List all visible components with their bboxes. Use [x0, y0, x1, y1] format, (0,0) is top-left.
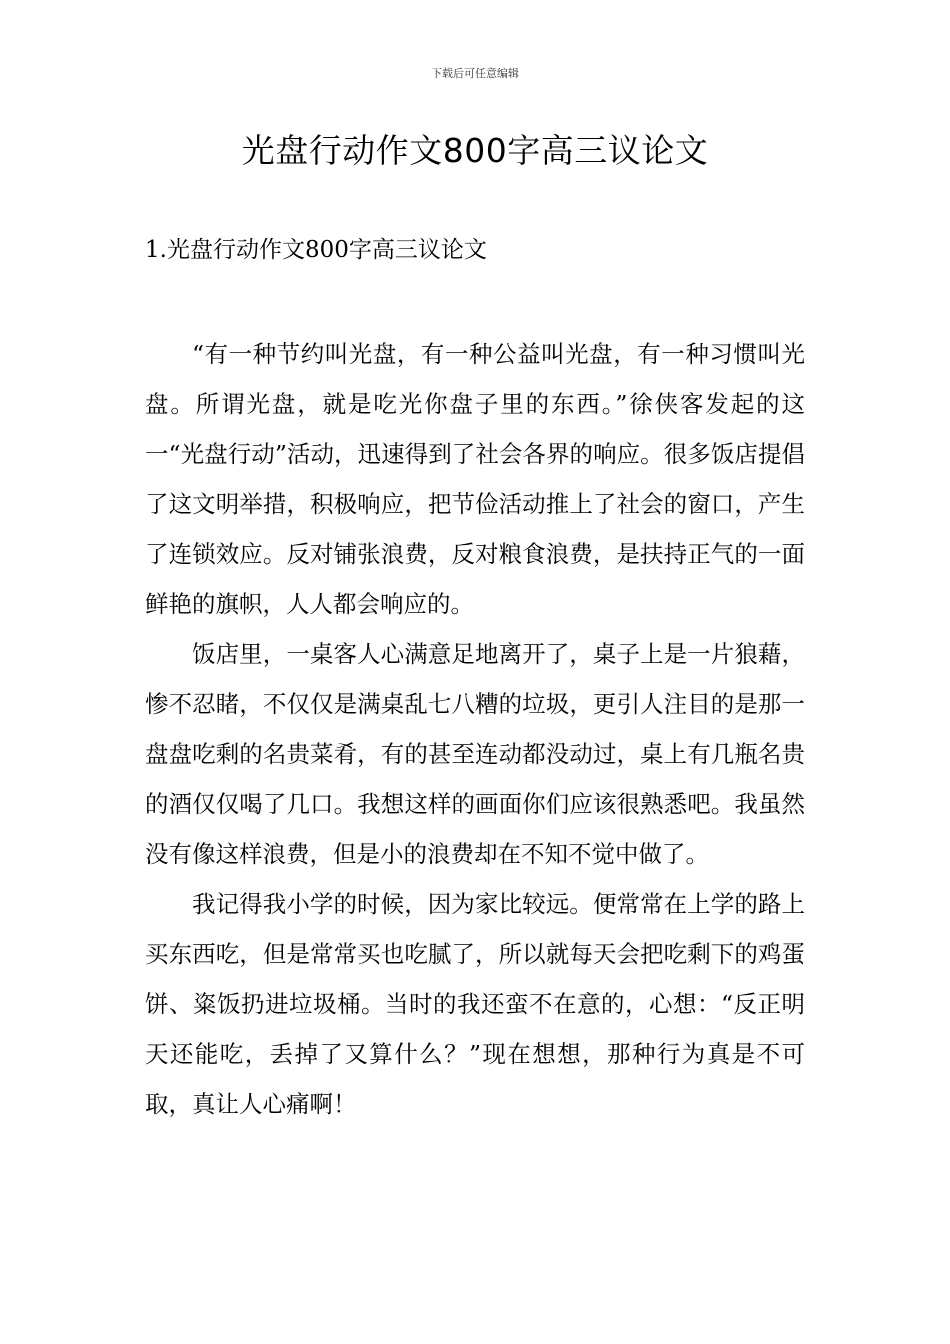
section-heading: 1.光盘行动作文800字高三议论文 — [145, 237, 487, 263]
header-note: 下载后可任意编辑 — [431, 67, 519, 80]
page-title: 光盘行动作文800字高三议论文 — [241, 131, 709, 170]
paragraph: 饭店里，一桌客人心满意足地离开了，桌子上是一片狼藉，惨不忍睹，不仅仅是满桌乱七八糟的垃圾，更引人注目的是那一盘盘吃剩的名贵菜肴，有的甚至连动都没动过，桌上有几瓶名贵的酒仅仅喝了几口。我想这样的画面你们应该很熟悉吧。我虽然没有像这样浪费，但是小的浪费却在不知不觉中做了。 — [145, 640, 805, 868]
paragraph: “有一种节约叫光盘，有一种公益叫光盘，有一种习惯叫光盘。所谓光盘，就是吃光你盘子里的东西。”徐侠客发起的这一“光盘行动”活动，迅速得到了社会各界的响应。很多饭店提倡了这文明举措，积极响应，把节俭活动推上了社会的窗口，产生了连锁效应。反对铺张浪费，反对粮食浪费，是扶持正气的一面鲜艳的旗帜，人人都会响应的。 — [145, 340, 805, 618]
essay-body — [145, 329, 805, 1129]
paragraph: 我记得我小学的时候，因为家比较远。便常常在上学的路上买东西吃，但是常常买也吃腻了，所以就每天会把吃剩下的鸡蛋饼、粢饭扔进垃圾桶。当时的我还蛮不在意的，心想：“反正明天还能吃，丢掉了又算什么？”现在想想，那种行为真是不可取，真让人心痛啊！ — [145, 890, 805, 1118]
